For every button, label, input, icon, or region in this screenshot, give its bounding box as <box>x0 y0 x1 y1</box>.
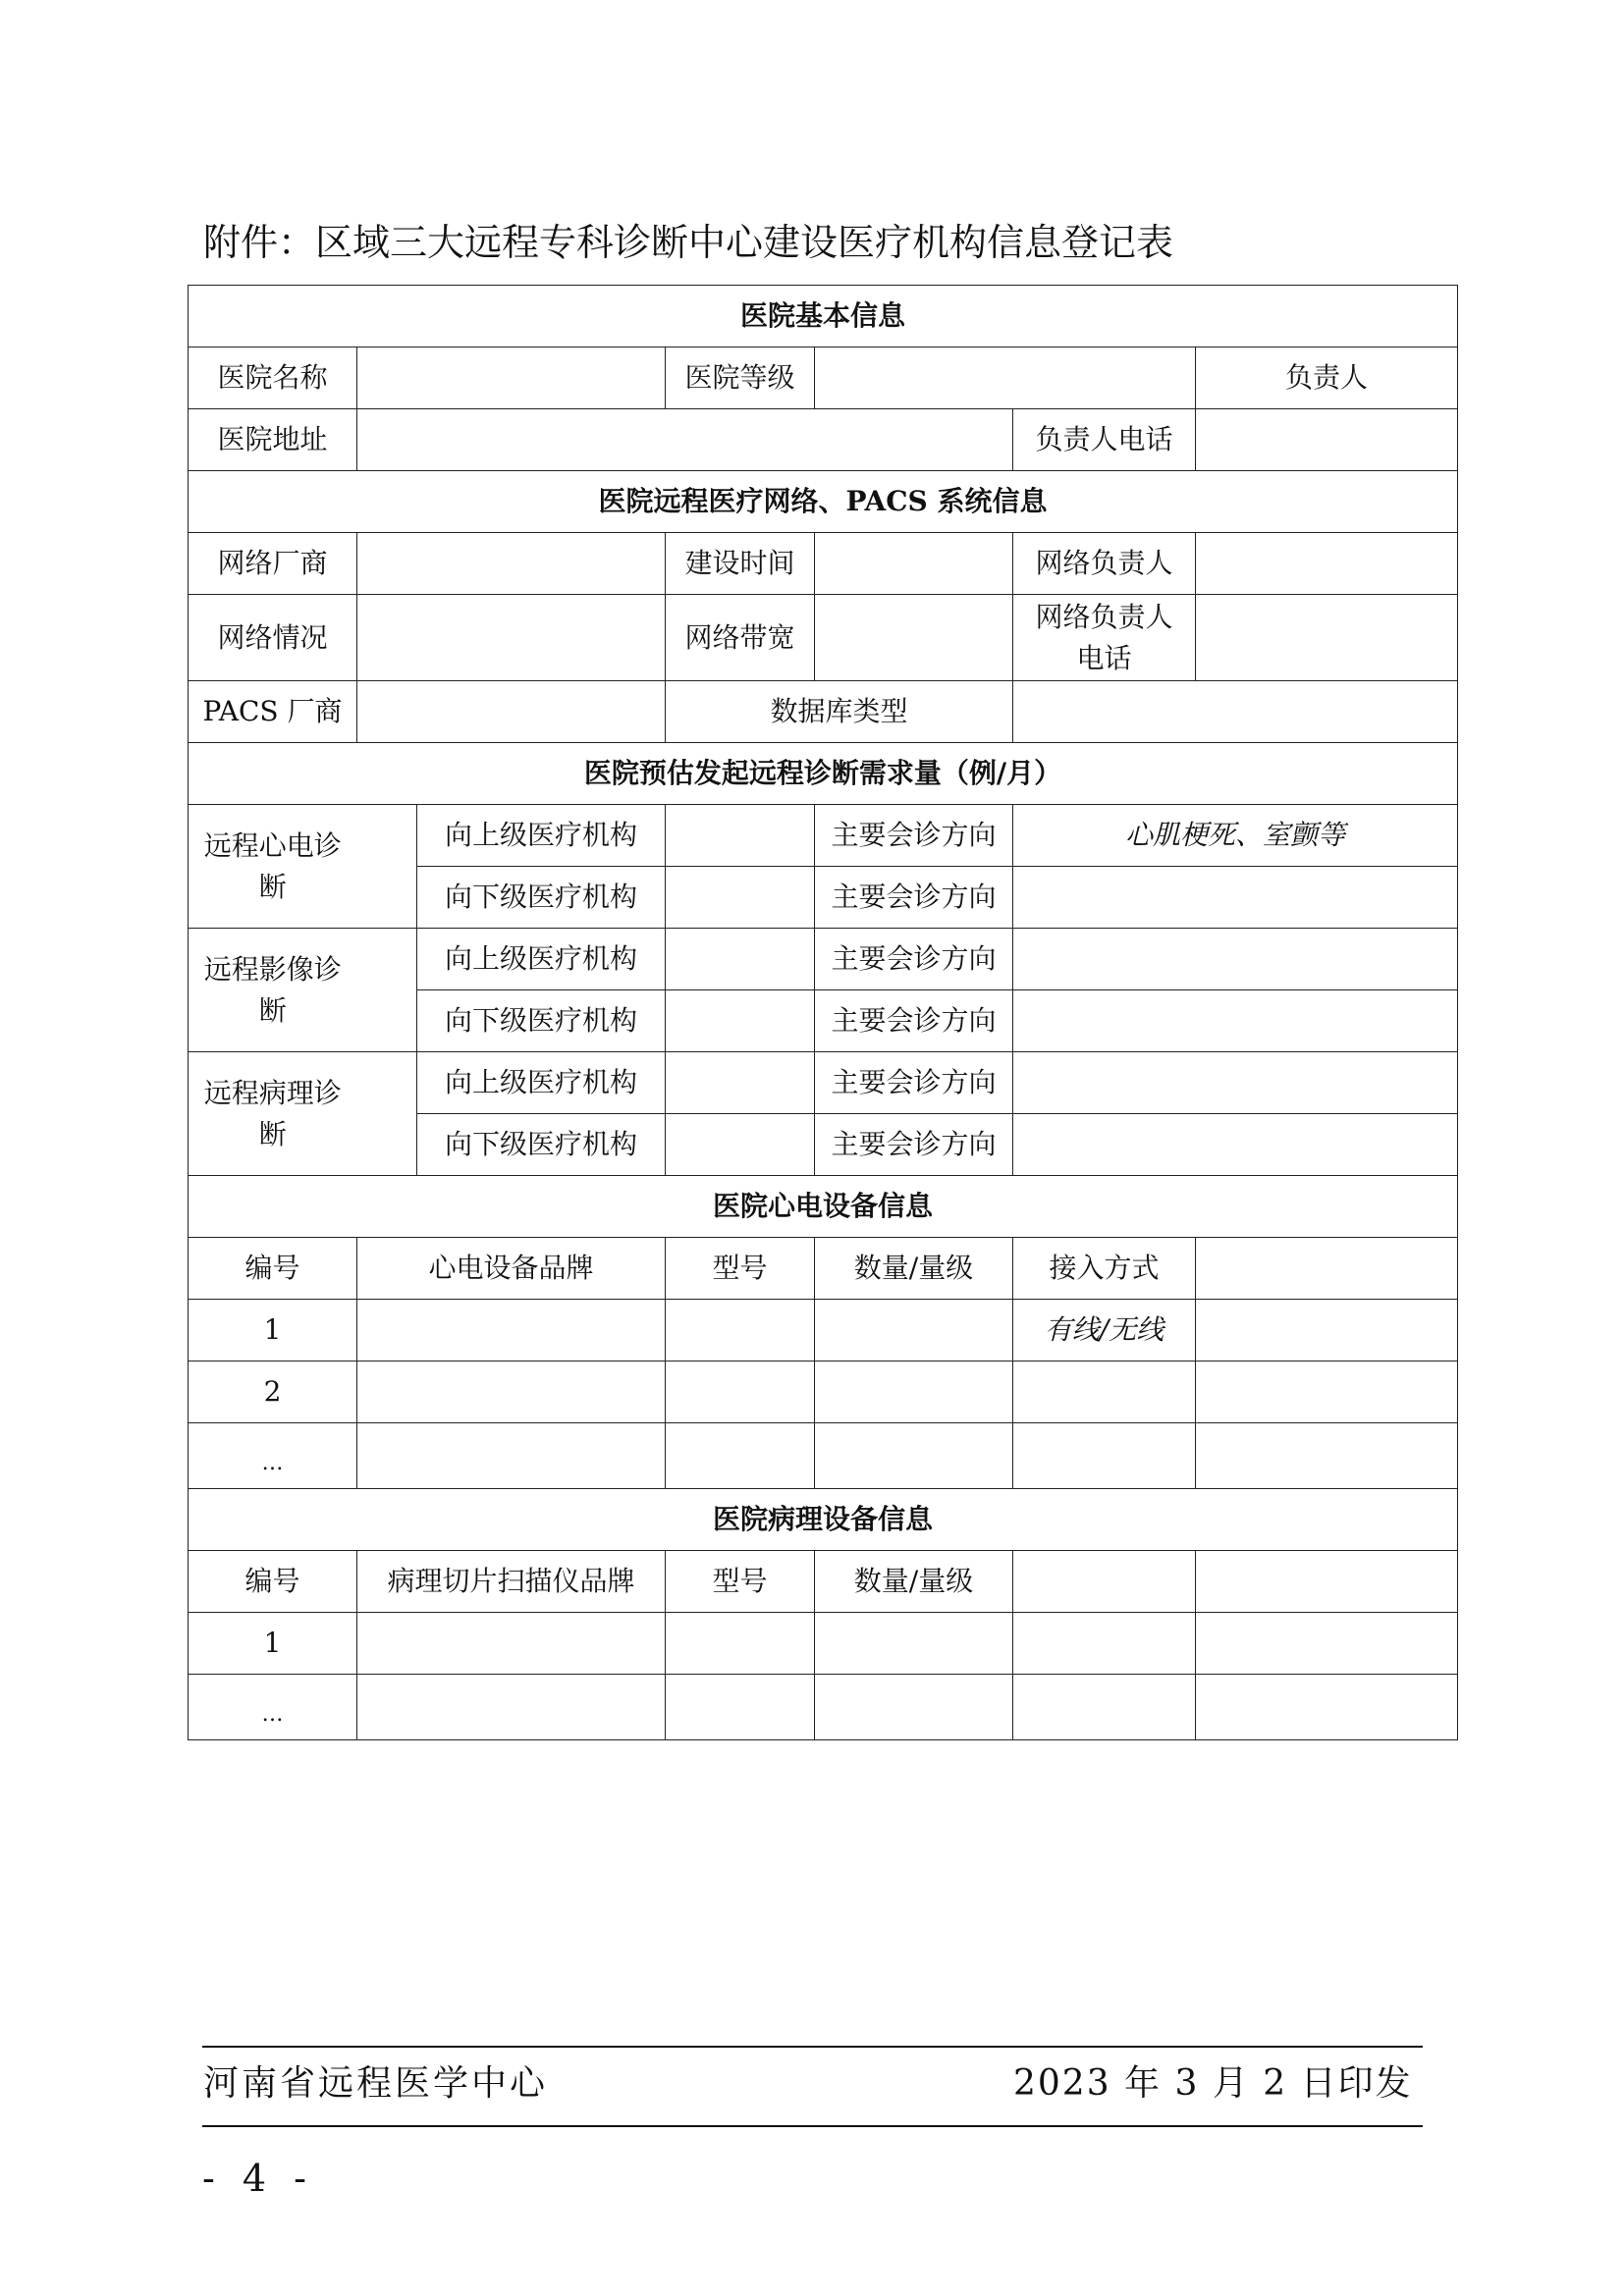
field-ecg-brand[interactable] <box>357 1362 666 1423</box>
label-main-direction: 主要会诊方向 <box>815 929 1013 990</box>
field-ecg-model[interactable] <box>666 1300 815 1362</box>
table-row <box>189 533 1458 595</box>
field-network-status[interactable] <box>357 595 666 681</box>
section-row-demand <box>189 743 1458 805</box>
field-ecg-access[interactable]: 有线/无线 <box>1013 1300 1196 1362</box>
field-ecg-up-direction[interactable]: 心肌梗死、室颤等 <box>1013 805 1458 867</box>
section-header-pathology-equipment: 医院病理设备信息 <box>189 1489 1458 1551</box>
table-row <box>189 681 1458 743</box>
field-hospital-address[interactable] <box>357 409 1013 471</box>
section-row-basic <box>189 286 1458 347</box>
label-category-ecg: 远程心电诊断 <box>189 805 357 929</box>
label-build-time: 建设时间 <box>666 533 815 595</box>
field-pathology-quantity[interactable] <box>815 1613 1013 1675</box>
field-ecg-extra[interactable] <box>1196 1300 1458 1362</box>
field-bandwidth[interactable] <box>815 595 1013 681</box>
label-network-person-phone: 网络负责人 电话 <box>1013 595 1196 681</box>
section-header-ecg-equipment: 医院心电设备信息 <box>189 1176 1458 1238</box>
label-network-status: 网络情况 <box>189 595 357 681</box>
label-person-phone: 负责人电话 <box>1013 409 1196 471</box>
label-down-institution: 向下级医疗机构 <box>417 867 666 929</box>
table-row <box>189 1613 1458 1675</box>
label-pacs-vendor: PACS 厂商 <box>189 681 357 743</box>
table-row <box>189 929 1458 990</box>
field-imaging-down-count[interactable] <box>666 990 815 1052</box>
field-ecg-quantity[interactable] <box>815 1300 1013 1362</box>
label-up-institution: 向上级医疗机构 <box>417 805 666 867</box>
table-row <box>189 409 1458 471</box>
table-row <box>189 1052 1458 1114</box>
field-ecg-extra[interactable] <box>1196 1362 1458 1423</box>
label-hospital-name: 医院名称 <box>189 347 357 409</box>
table-row <box>189 347 1458 409</box>
row-number: 1 <box>189 1613 357 1675</box>
column-header: 编号 <box>189 1551 357 1613</box>
table-row <box>189 595 1458 681</box>
field-network-person-phone[interactable] <box>1196 595 1458 681</box>
section-row-pathology-equipment <box>189 1489 1458 1551</box>
label-network-person: 网络负责人 <box>1013 533 1196 595</box>
footer-bottom-rule <box>202 2125 1423 2127</box>
field-hospital-name[interactable] <box>357 347 666 409</box>
footer-issue-date: 2023 年 3 月 2 日印发 <box>1013 2063 1413 2104</box>
table-header-row <box>189 1551 1458 1613</box>
column-header: 心电设备品牌 <box>357 1238 666 1300</box>
row-number: 2 <box>189 1362 357 1423</box>
field-network-person[interactable] <box>1196 533 1458 595</box>
section-header-network: 医院远程医疗网络、PACS 系统信息 <box>189 471 1458 533</box>
field-pathology-extra[interactable] <box>1013 1613 1196 1675</box>
section-header-demand: 医院预估发起远程诊断需求量（例/月） <box>189 743 1458 805</box>
field-ecg-up-count[interactable] <box>666 805 815 867</box>
column-header: 数量/量级 <box>815 1238 1013 1300</box>
field-ecg-access[interactable] <box>1013 1423 1196 1489</box>
field-pathology-up-direction[interactable] <box>1013 1052 1458 1114</box>
label-main-direction: 主要会诊方向 <box>815 1114 1013 1176</box>
column-header: 编号 <box>189 1238 357 1300</box>
footer-issuer: 河南省远程医学中心 <box>203 2063 549 2104</box>
field-ecg-access[interactable] <box>1013 1362 1196 1423</box>
field-pathology-extra[interactable] <box>1196 1675 1458 1740</box>
column-header <box>1196 1238 1458 1300</box>
column-header: 病理切片扫描仪品牌 <box>357 1551 666 1613</box>
label-person-in-charge: 负责人 <box>1196 347 1458 409</box>
field-pathology-down-count[interactable] <box>666 1114 815 1176</box>
field-pathology-model[interactable] <box>666 1613 815 1675</box>
row-number: … <box>189 1423 357 1489</box>
field-pathology-down-direction[interactable] <box>1013 1114 1458 1176</box>
field-ecg-down-count[interactable] <box>666 867 815 929</box>
field-ecg-brand[interactable] <box>357 1423 666 1489</box>
field-imaging-up-count[interactable] <box>666 929 815 990</box>
table-row <box>189 1300 1458 1362</box>
field-pathology-extra[interactable] <box>1196 1613 1458 1675</box>
page-number: - 4 - <box>202 2157 315 2200</box>
field-imaging-down-direction[interactable] <box>1013 990 1458 1052</box>
section-row-network <box>189 471 1458 533</box>
field-ecg-quantity[interactable] <box>815 1423 1013 1489</box>
field-pathology-extra[interactable] <box>1013 1675 1196 1740</box>
label-db-type: 数据库类型 <box>666 681 1013 743</box>
column-header: 型号 <box>666 1238 815 1300</box>
field-ecg-down-direction[interactable] <box>1013 867 1458 929</box>
label-network-vendor: 网络厂商 <box>189 533 357 595</box>
field-pathology-brand[interactable] <box>357 1675 666 1740</box>
label-hospital-level: 医院等级 <box>666 347 815 409</box>
label-category-imaging: 远程影像诊断 <box>189 929 357 1052</box>
field-pathology-up-count[interactable] <box>666 1052 815 1114</box>
field-ecg-brand[interactable] <box>357 1300 666 1362</box>
field-person-phone[interactable] <box>1196 409 1458 471</box>
label-up-institution: 向上级医疗机构 <box>417 929 666 990</box>
label-main-direction: 主要会诊方向 <box>815 867 1013 929</box>
field-ecg-quantity[interactable] <box>815 1362 1013 1423</box>
field-network-vendor[interactable] <box>357 533 666 595</box>
label-bandwidth: 网络带宽 <box>666 595 815 681</box>
row-number: … <box>189 1675 357 1740</box>
field-ecg-model[interactable] <box>666 1423 815 1489</box>
field-ecg-extra[interactable] <box>1196 1423 1458 1489</box>
label-main-direction: 主要会诊方向 <box>815 805 1013 867</box>
label-category-pathology: 远程病理诊断 <box>189 1052 357 1176</box>
label-down-institution: 向下级医疗机构 <box>417 1114 666 1176</box>
label-down-institution: 向下级医疗机构 <box>417 990 666 1052</box>
row-number: 1 <box>189 1300 357 1362</box>
field-build-time[interactable] <box>815 533 1013 595</box>
column-header: 数量/量级 <box>815 1551 1013 1613</box>
column-header <box>1013 1551 1196 1613</box>
table-row <box>189 1362 1458 1423</box>
field-pathology-model[interactable] <box>666 1675 815 1740</box>
label-up-institution: 向上级医疗机构 <box>417 1052 666 1114</box>
field-pathology-brand[interactable] <box>357 1613 666 1675</box>
table-row <box>189 805 1458 867</box>
field-imaging-up-direction[interactable] <box>1013 929 1458 990</box>
label-main-direction: 主要会诊方向 <box>815 990 1013 1052</box>
section-row-ecg-equipment <box>189 1176 1458 1238</box>
column-header: 接入方式 <box>1013 1238 1196 1300</box>
field-pacs-vendor[interactable] <box>357 681 666 743</box>
column-header: 型号 <box>666 1551 815 1613</box>
table-header-row <box>189 1238 1458 1300</box>
field-ecg-model[interactable] <box>666 1362 815 1423</box>
footer-top-rule <box>202 2046 1423 2048</box>
registration-form-table <box>188 285 1458 1740</box>
document-title: 附件：区域三大远程专科诊断中心建设医疗机构信息登记表 <box>203 221 1174 264</box>
label-hospital-address: 医院地址 <box>189 409 357 471</box>
section-header-basic: 医院基本信息 <box>189 286 1458 347</box>
field-hospital-level[interactable] <box>815 347 1196 409</box>
table-row <box>189 1423 1458 1489</box>
label-main-direction: 主要会诊方向 <box>815 1052 1013 1114</box>
field-pathology-quantity[interactable] <box>815 1675 1013 1740</box>
column-header <box>1196 1551 1458 1613</box>
field-db-type[interactable] <box>1013 681 1458 743</box>
table-row <box>189 1675 1458 1740</box>
